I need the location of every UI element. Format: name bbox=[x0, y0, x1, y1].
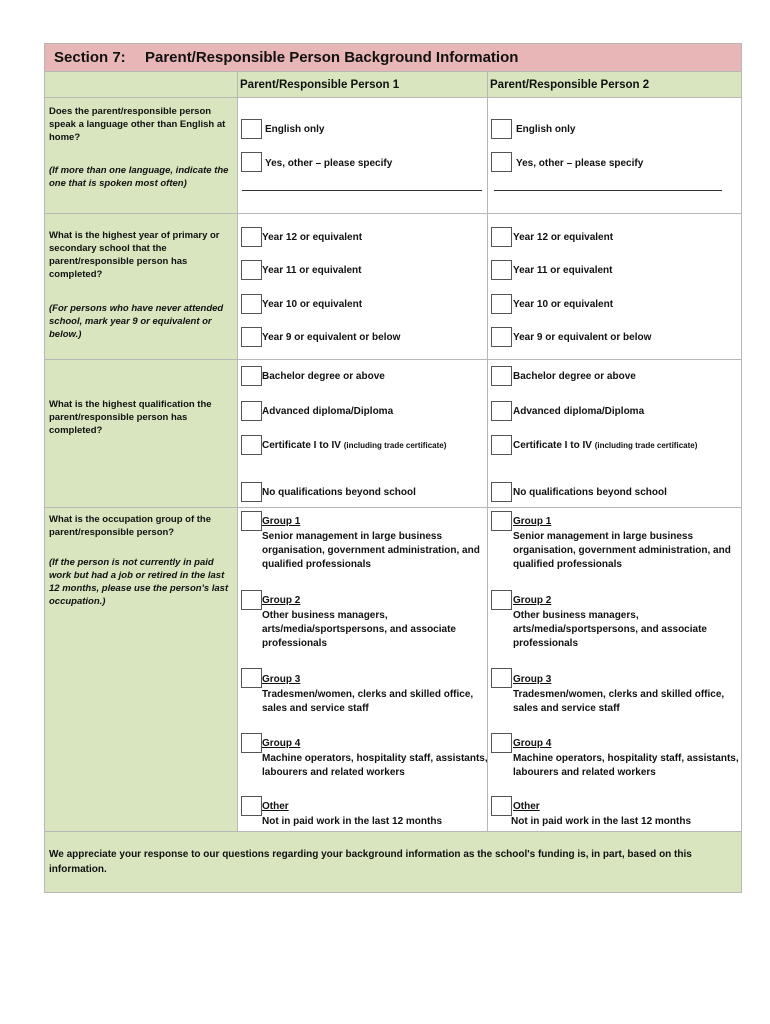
school-cell-p1 bbox=[238, 214, 488, 360]
checkbox-group2-p1[interactable] bbox=[241, 590, 262, 610]
option-label: Year 10 or equivalent bbox=[513, 299, 614, 310]
checkbox-group1-p2[interactable] bbox=[491, 511, 512, 531]
group-desc: Senior management in large business organisation, government administration, and qualified professionals bbox=[262, 531, 480, 570]
question-school bbox=[45, 214, 238, 360]
option-label: Year 11 or equivalent bbox=[513, 265, 613, 276]
checkbox-year12-p1[interactable] bbox=[241, 227, 262, 247]
specify-language-field-p2[interactable] bbox=[494, 190, 722, 191]
question-text: What is the highest qualification the parent/responsible person has completed? bbox=[49, 399, 212, 436]
option-label: Year 12 or equivalent bbox=[513, 232, 614, 243]
group-desc: Machine operators, hospitality staff, assistants, labourers and related workers bbox=[262, 753, 488, 778]
checkbox-group3-p1[interactable] bbox=[241, 668, 262, 688]
group-title: Group 2 bbox=[262, 595, 301, 606]
question-occupation bbox=[45, 508, 238, 832]
checkbox-no-qualification-p2[interactable] bbox=[491, 482, 512, 502]
option-label: No qualifications beyond school bbox=[262, 487, 416, 498]
group-desc: Other business managers, arts/media/sportspersons, and associate professionals bbox=[262, 610, 456, 649]
specify-language-field-p1[interactable] bbox=[242, 190, 482, 191]
blank-header-cell bbox=[45, 72, 238, 98]
section-header bbox=[45, 44, 741, 72]
option-label: English only bbox=[265, 124, 325, 135]
checkbox-other-language-p1[interactable] bbox=[241, 152, 262, 172]
checkbox-diploma-p2[interactable] bbox=[491, 401, 512, 421]
column-header-p2: Parent/Responsible Person 2 bbox=[488, 72, 741, 98]
group-title: Other bbox=[262, 801, 289, 812]
checkbox-year10-p2[interactable] bbox=[491, 294, 512, 314]
question-text: What is the occupation group of the parent/responsible person? bbox=[49, 514, 212, 538]
checkbox-bachelor-p1[interactable] bbox=[241, 366, 262, 386]
option-label: English only bbox=[516, 124, 576, 135]
question-note: (For persons who have never attended school, mark year 9 or equivalent or below.) bbox=[49, 303, 224, 340]
checkbox-no-qualification-p1[interactable] bbox=[241, 482, 262, 502]
group-title: Group 3 bbox=[513, 674, 552, 685]
group-title: Group 3 bbox=[262, 674, 301, 685]
question-language bbox=[45, 98, 238, 214]
option-label: Certificate I to IV (including trade certificate) bbox=[513, 440, 698, 451]
checkbox-certificate-p1[interactable] bbox=[241, 435, 262, 455]
section-title: Parent/Responsible Person Background Information bbox=[145, 49, 519, 66]
group-desc: Tradesmen/women, clerks and skilled office, sales and service staff bbox=[513, 689, 725, 714]
group-title: Other bbox=[513, 801, 540, 812]
checkbox-other-language-p2[interactable] bbox=[491, 152, 512, 172]
checkbox-english-only-p2[interactable] bbox=[491, 119, 512, 139]
checkbox-other-p2[interactable] bbox=[491, 796, 512, 816]
checkbox-year10-p1[interactable] bbox=[241, 294, 262, 314]
checkbox-group1-p1[interactable] bbox=[241, 511, 262, 531]
checkbox-group4-p1[interactable] bbox=[241, 733, 262, 753]
footer-note: We appreciate your response to our questions regarding your background information as the school's funding is, in part, based on this information. bbox=[45, 832, 741, 892]
checkbox-diploma-p1[interactable] bbox=[241, 401, 262, 421]
group-title: Group 1 bbox=[262, 516, 301, 527]
group-title: Group 1 bbox=[513, 516, 552, 527]
checkbox-year9-p2[interactable] bbox=[491, 327, 512, 347]
question-note: (If the person is not currently in paid work but had a job or retired in the last 12 months, please use the person's last occupation.) bbox=[49, 557, 229, 607]
background-form bbox=[44, 43, 742, 893]
question-qualification bbox=[45, 360, 238, 508]
group-desc: Not in paid work in the last 12 months bbox=[262, 816, 443, 827]
section-number: Section 7: bbox=[54, 49, 126, 66]
question-text: Does the parent/responsible person speak a language other than English at home? bbox=[49, 106, 226, 143]
qualification-cell-p1 bbox=[238, 360, 488, 508]
checkbox-bachelor-p2[interactable] bbox=[491, 366, 512, 386]
group-title: Group 2 bbox=[513, 595, 552, 606]
school-cell-p2 bbox=[488, 214, 741, 360]
checkbox-certificate-p2[interactable] bbox=[491, 435, 512, 455]
option-label: Year 9 or equivalent or below bbox=[513, 332, 652, 343]
checkbox-year11-p2[interactable] bbox=[491, 260, 512, 280]
language-cell-p2 bbox=[488, 98, 741, 214]
option-label: Advanced diploma/Diploma bbox=[513, 406, 645, 417]
question-note: (If more than one language, indicate the one that is spoken most often) bbox=[49, 165, 229, 189]
checkbox-year11-p1[interactable] bbox=[241, 260, 262, 280]
option-label: Yes, other – please specify bbox=[265, 158, 393, 169]
option-label: No qualifications beyond school bbox=[513, 487, 667, 498]
group-desc: Other business managers, arts/media/sportspersons, and associate professionals bbox=[513, 610, 707, 649]
option-label: Advanced diploma/Diploma bbox=[262, 406, 394, 417]
option-label: Yes, other – please specify bbox=[516, 158, 644, 169]
checkbox-year9-p1[interactable] bbox=[241, 327, 262, 347]
checkbox-group2-p2[interactable] bbox=[491, 590, 512, 610]
group-desc: Tradesmen/women, clerks and skilled office, sales and service staff bbox=[262, 689, 474, 714]
option-label: Year 11 or equivalent bbox=[262, 265, 362, 276]
option-label: Bachelor degree or above bbox=[262, 371, 385, 382]
group-title: Group 4 bbox=[262, 738, 301, 749]
option-label: Certificate I to IV (including trade certificate) bbox=[262, 440, 447, 451]
checkbox-group4-p2[interactable] bbox=[491, 733, 512, 753]
occupation-cell-p1 bbox=[238, 508, 488, 832]
option-label: Bachelor degree or above bbox=[513, 371, 636, 382]
group-desc: Senior management in large business organisation, government administration, and qualified professionals bbox=[513, 531, 731, 570]
group-title: Group 4 bbox=[513, 738, 552, 749]
option-label: Year 10 or equivalent bbox=[262, 299, 363, 310]
qualification-cell-p2 bbox=[488, 360, 741, 508]
language-cell-p1 bbox=[238, 98, 488, 214]
option-label: Year 9 or equivalent or below bbox=[262, 332, 401, 343]
checkbox-english-only-p1[interactable] bbox=[241, 119, 262, 139]
checkbox-group3-p2[interactable] bbox=[491, 668, 512, 688]
option-label: Year 12 or equivalent bbox=[262, 232, 363, 243]
checkbox-other-p1[interactable] bbox=[241, 796, 262, 816]
group-desc: Not in paid work in the last 12 months bbox=[511, 816, 692, 827]
column-header-p1: Parent/Responsible Person 1 bbox=[238, 72, 488, 98]
occupation-cell-p2 bbox=[488, 508, 741, 832]
question-text: What is the highest year of primary or secondary school that the parent/responsible person has completed? bbox=[49, 230, 220, 280]
checkbox-year12-p2[interactable] bbox=[491, 227, 512, 247]
group-desc: Machine operators, hospitality staff, assistants, labourers and related workers bbox=[513, 753, 739, 778]
